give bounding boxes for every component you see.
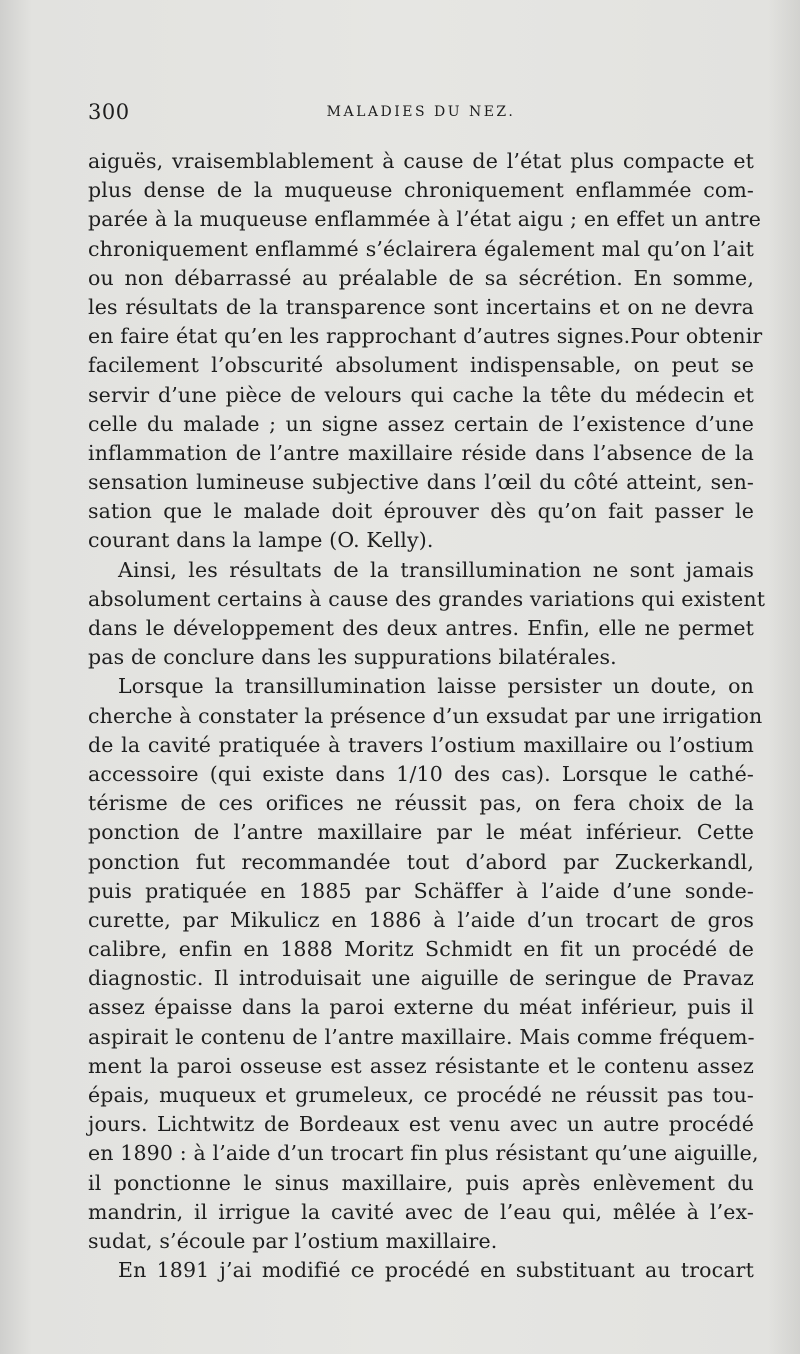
text-line: parée à la muqueuse enflammée à l’état aigu ; en effet un antre [88, 207, 761, 232]
text-line: les résultats de la transparence sont incertains et on ne devra [88, 294, 754, 319]
text-line: en 1890 : à l’aide d’un trocart fin plus résistant qu’une aiguille, [88, 1141, 759, 1166]
text-line: celle du malade ; un signe assez certain de l’existence d’une [88, 411, 754, 436]
text-line: chroniquement enflammé s’éclairera également mal qu’on l’ait [88, 236, 754, 261]
text-line: absolument certains à cause des grandes variations qui existent [88, 586, 766, 611]
text-line: inflammation de l’antre maxillaire réside dans l’absence de la [88, 440, 754, 465]
text-line: ponction de l’antre maxillaire par le méat inférieur. Cette [88, 820, 754, 845]
text-line: calibre, enfin en 1888 Moritz Schmidt en fit un procédé de [88, 937, 754, 962]
text-line: ment la paroi osseuse est assez résistante et le contenu assez [88, 1053, 754, 1078]
text-line: en faire état qu’en les rapprochant d’autres signes.Pour obtenir [88, 324, 763, 349]
text-line: ou non débarrassé au préalable de sa sécrétion. En somme, [88, 265, 754, 290]
page-number: 300 [88, 100, 130, 124]
text-line: En 1891 j’ai modifié ce procédé en substituant au trocart [118, 1258, 754, 1283]
text-line: pas de conclure dans les suppurations bilatérales. [88, 645, 617, 670]
text-line: plus dense de la muqueuse chroniquement enflammée com- [88, 178, 754, 203]
text-line: puis pratiquée en 1885 par Schäffer à l’aide d’une sonde- [88, 878, 754, 903]
text-line: aspirait le contenu de l’antre maxillaire. Mais comme fréquem- [88, 1024, 755, 1049]
page-header [88, 100, 754, 130]
text-line: jours. Lichtwitz de Bordeaux est venu avec un autre procédé [88, 1112, 754, 1137]
text-line: courant dans la lampe (O. Kelly). [88, 528, 434, 553]
text-line: dans le développement des deux antres. Enfin, elle ne permet [88, 616, 754, 640]
text-line: curette, par Mikulicz en 1886 à l’aide d’un trocart de gros [88, 907, 754, 932]
text-line: assez épaisse dans la paroi externe du méat inférieur, puis il [88, 995, 754, 1020]
text-line: ponction fut recommandée tout d’abord par Zuckerkandl, [88, 849, 754, 874]
text-line: de la cavité pratiquée à travers l’ostium maxillaire ou l’ostium [88, 732, 754, 757]
body-text [88, 147, 766, 1285]
text-line: Lorsque la transillumination laisse persister un doute, on [118, 674, 754, 699]
text-line: sensation lumineuse subjective dans l’œil du côté atteint, sen- [88, 470, 754, 495]
text-line: il ponctionne le sinus maxillaire, puis après enlèvement du [88, 1170, 754, 1195]
text-line: aiguës, vraisemblablement à cause de l’état plus compacte et [88, 149, 754, 173]
text-line: servir d’une pièce de velours qui cache la tête du médecin et [88, 382, 754, 407]
text-line: facilement l’obscurité absolument indispensable, on peut se [88, 353, 754, 378]
text-line: cherche à constater la présence d’un exsudat par une irrigation [88, 703, 763, 728]
text-line: diagnostic. Il introduisait une aiguille de seringue de Pravaz [88, 966, 754, 991]
text-line: térisme de ces orifices ne réussit pas, on fera choix de la [88, 791, 754, 816]
running-head: MALADIES DU NEZ. [326, 104, 516, 120]
text-line: accessoire (qui existe dans 1/10 des cas). Lorsque le cathé- [88, 761, 754, 786]
text-line: sudat, s’écoule par l’ostium maxillaire. [88, 1228, 498, 1253]
text-line: mandrin, il irrigue la cavité avec de l’eau qui, mêlée à l’ex- [88, 1199, 754, 1224]
text-line: sation que le malade doit éprouver dès qu’on fait passer le [88, 499, 754, 524]
text-line: épais, muqueux et grumeleux, ce procédé ne réussit pas tou- [88, 1083, 754, 1107]
text-line: Ainsi, les résultats de la transillumination ne sont jamais [118, 557, 754, 582]
